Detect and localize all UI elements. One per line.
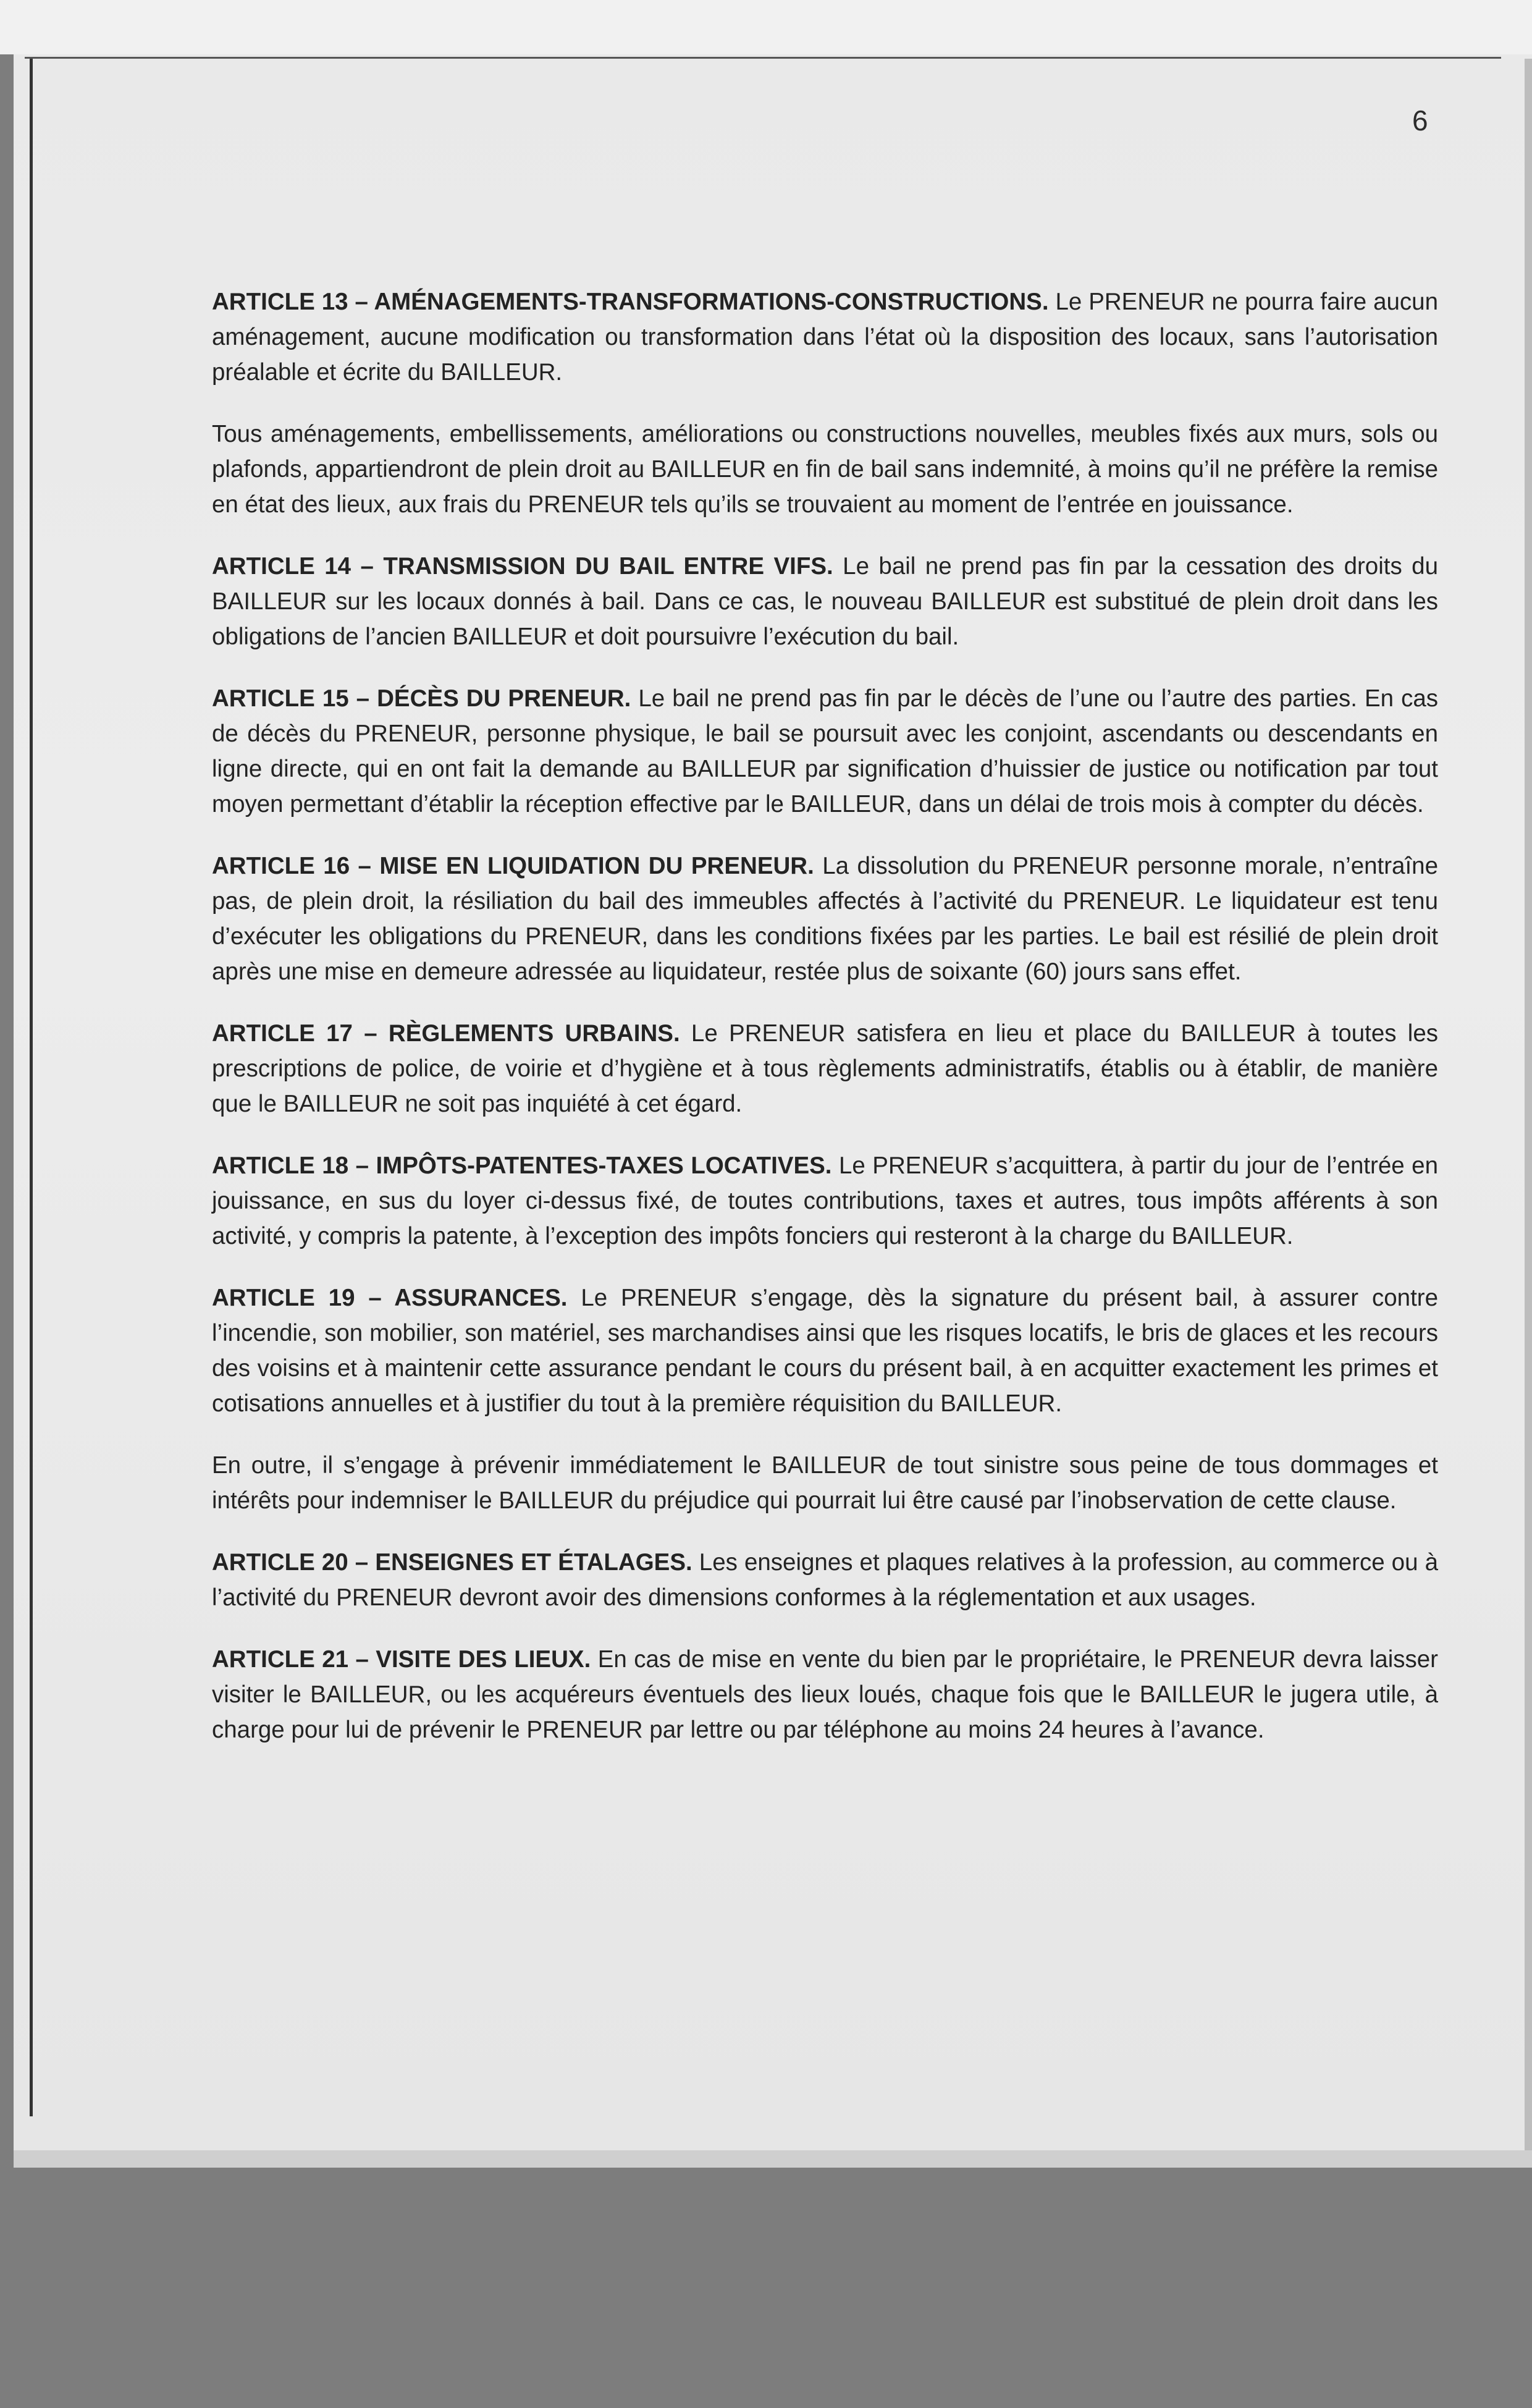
article-15	[212, 681, 1438, 822]
page-number: 6	[1412, 104, 1428, 137]
article-heading: ARTICLE 21 – VISITE DES LIEUX.	[212, 1646, 591, 1673]
article-20	[212, 1545, 1438, 1615]
article-text: Le bail ne prend pas fin par le décès de l’une ou l’autre des parties. En cas de décès du PRENEUR, personne physique, le bail se poursuit avec les conjoint, ascendants ou descendants en ligne directe, qui en ont fait la demande au BAILLEUR par signification d’huissier de justice ou notification par tout moyen permettant d’établir la réception effective par le BAILLEUR, dans un délai de trois mois à compter du décès.	[212, 685, 1438, 817]
article-heading: ARTICLE 19 – ASSURANCES.	[212, 1285, 568, 1311]
article-text: En outre, il s’engage à prévenir immédiatement le BAILLEUR de tout sinistre sous peine de tous dommages et intérêts pour indemniser le BAILLEUR du préjudice qui pourrait lui être causé par l’inobservation de cette clause.	[212, 1452, 1438, 1514]
article-text: Tous aménagements, embellissements, améliorations ou constructions nouvelles, meubles fixés aux murs, sols ou plafonds, appartiendront de plein droit au BAILLEUR en fin de bail sans indemnité, à moins qu’il ne préfère la remise en état des lieux, aux frais du PRENEUR tels qu’ils se trouvaient au moment de l’entrée en jouissance.	[212, 421, 1438, 518]
article-17	[212, 1016, 1438, 1122]
article-text: Les enseignes et plaques relatives à la profession, au commerce ou à l’activité du PRENEUR devront avoir des dimensions conformes à la réglementation et aux usages.	[212, 1549, 1438, 1611]
page-edge-right	[1525, 59, 1532, 2166]
scanner-top-margin	[0, 0, 1532, 54]
article-text: Le bail ne prend pas fin par la cessation des droits du BAILLEUR sur les locaux donnés à bail. Dans ce cas, le nouveau BAILLEUR est substitué de plein droit dans les obligations de l’ancien BAILLEUR et doit poursuivre l’exécution du bail.	[212, 553, 1438, 650]
article-13-continued	[212, 416, 1438, 522]
article-heading: ARTICLE 20 – ENSEIGNES ET ÉTALAGES.	[212, 1549, 692, 1576]
article-18	[212, 1148, 1438, 1254]
page-edge-left	[30, 59, 33, 2116]
page-edge-top	[25, 57, 1501, 59]
article-text: Le PRENEUR satisfera en lieu et place du BAILLEUR à toutes les prescriptions de police, de voirie et d’hygiène et à tous règlements administratifs, établis ou à établir, de manière que le BAILLEUR ne soit pas inquiété à cet égard.	[212, 1020, 1438, 1117]
article-19	[212, 1280, 1438, 1421]
article-text: En cas de mise en vente du bien par le propriétaire, le PRENEUR devra laisser visiter le BAILLEUR, ou les acquéreurs éventuels des lieux loués, chaque fois que le BAILLEUR le jugera utile, à charge pour lui de prévenir le PRENEUR par lettre ou par téléphone au moins 24 heures à l’avance.	[212, 1646, 1438, 1743]
article-heading: ARTICLE 16 – MISE EN LIQUIDATION DU PRENEUR.	[212, 853, 814, 879]
article-text: La dissolution du PRENEUR personne morale, n’entraîne pas, de plein droit, la résiliation du bail des immeubles affectés à l’activité du PRENEUR. Le liquidateur est tenu d’exécuter les obligations du PRENEUR, dans les conditions fixées par les parties. Le bail est résilié de plein droit après une mise en demeure adressée au liquidateur, restée plus de soixante (60) jours sans effet.	[212, 853, 1438, 985]
article-text: Le PRENEUR s’acquittera, à partir du jour de l’entrée en jouissance, en sus du loyer ci-dessus fixé, de toutes contributions, taxes et autres, tous impôts afférents à son activité, y compris la patente, à l’exception des impôts fonciers qui resteront à la charge du BAILLEUR.	[212, 1152, 1439, 1249]
article-13	[212, 284, 1438, 390]
article-14	[212, 549, 1438, 654]
article-text: Le PRENEUR ne pourra faire aucun aménagement, aucune modification ou transformation dans l’état où la disposition des locaux, sans l’autorisation préalable et écrite du BAILLEUR.	[212, 289, 1438, 386]
document-body	[212, 284, 1438, 1774]
article-heading: ARTICLE 18 – IMPÔTS-PATENTES-TAXES LOCATIVES.	[212, 1152, 832, 1179]
article-heading: ARTICLE 13 – AMÉNAGEMENTS-TRANSFORMATIONS-CONSTRUCTIONS.	[212, 289, 1049, 315]
page-edge-bottom	[14, 2150, 1532, 2168]
article-19-continued	[212, 1448, 1438, 1518]
article-text: Le PRENEUR s’engage, dès la signature du présent bail, à assurer contre l’incendie, son mobilier, son matériel, ses marchandises ainsi que les risques locatifs, le bris de glaces et les recours des voisins et à maintenir cette assurance pendant le cours du présent bail, à en acquitter exactement les primes et cotisations annuelles et à justifier du tout à la première réquisition du BAILLEUR.	[212, 1285, 1439, 1417]
article-heading: ARTICLE 17 – RÈGLEMENTS URBAINS.	[212, 1020, 680, 1047]
article-heading: ARTICLE 14 – TRANSMISSION DU BAIL ENTRE VIFS.	[212, 553, 833, 580]
article-heading: ARTICLE 15 – DÉCÈS DU PRENEUR.	[212, 685, 631, 712]
article-21	[212, 1642, 1438, 1747]
article-16	[212, 848, 1438, 989]
